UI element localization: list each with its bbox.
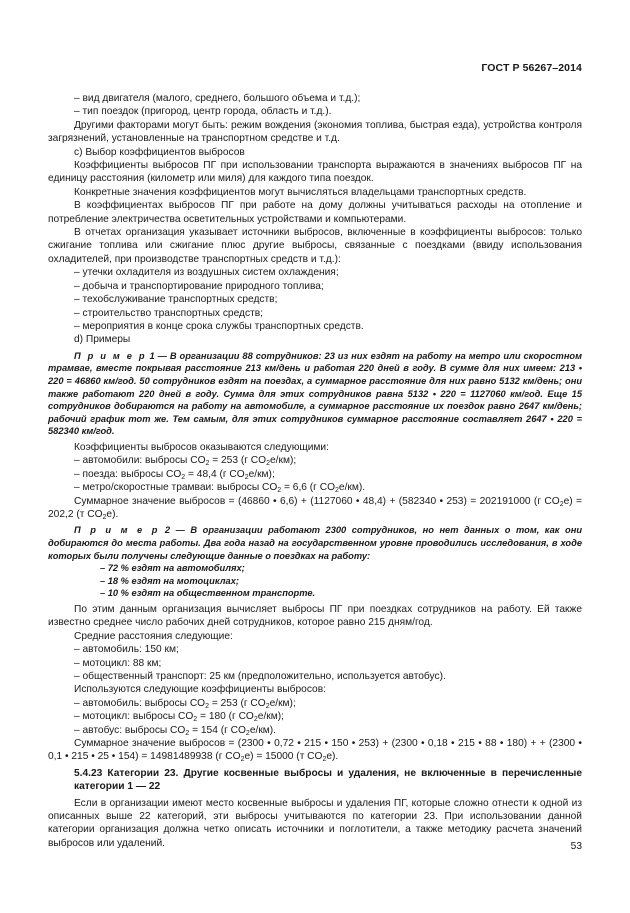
paragraph: Если в организации имеют место косвенные выбросы и удаления ПГ, которые сложно отнести к одной из описанных выше 22 категорий, эти выбросы учитываются по категории 23. При использовании данной категории организация должна четко описать источники и поглотители, а также методику расчета значений выбросов или удалений. (48, 797, 582, 849)
formula-line: – поезда: выбросы CO2 = 48,4 (г CO2e/км); (74, 468, 275, 481)
list-item: – тип поездок (пригород, центр города, область и т.д.). (74, 106, 332, 118)
paragraph: Средние расстояния следующие: (74, 630, 233, 642)
formula-line: – автомобиль: выбросы CO2 = 253 (г CO2e/км); (74, 697, 296, 710)
list-item: – мотоцикл: 88 км; (74, 657, 162, 669)
paragraph: Конкретные значения коэффициентов могут вычисляться владельцами транспортных средств. (74, 186, 527, 198)
formula-line: – автобус: выбросы CO2 = 154 (г CO2e/км). (74, 724, 277, 737)
example-2 (48, 524, 582, 562)
formula-line: – метро/скоростные трамваи: выбросы CO2 = 6,6 (г CO2e/км). (74, 482, 366, 495)
list-item: – мероприятия в конце срока службы транспортных средств. (74, 320, 364, 332)
paragraph: В коэффициентах выбросов ПГ при работе на дому должны учитываться расходы на отопление и потребление электричества осветительных устройствами и компьютерами. (48, 200, 582, 225)
formula-line: – мотоцикл: выбросы CO2 = 180 (г CO2e/км); (74, 711, 284, 724)
paragraph: В отчетах организация указывает источники выбросов, включенные в коэффициенты выбросов: только сжигание топлива или сжигание плюс другие выбросы, связанные с поездками (ввиду использования охладителей, при производстве транспортных средств и т.д.): (48, 227, 582, 265)
page-number: 53 (570, 841, 582, 852)
example-item: – 18 % ездят на мотоциклах; (100, 575, 239, 586)
example-item: – 72 % ездят на автомобилях; (100, 563, 245, 574)
paragraph: Коэффициенты выбросов оказываются следующими: (74, 441, 329, 453)
example-1 (48, 350, 582, 438)
list-item: – утечки охладителя из воздушных систем охлаждения; (74, 267, 339, 279)
formula-line: Суммарное значение выбросов = (46860 • 6,6) + (1127060 • 48,4) + (582340 • 253) = 202191000 (г CO2e) = 202,2 (т CO2e). (48, 495, 582, 521)
list-item: – общественный транспорт: 25 км (предположительно, используется автобус). (74, 670, 446, 682)
example-label: П р и м е р (74, 350, 147, 361)
paragraph: По этим данным организация вычисляет выбросы ПГ при поездках сотрудников на работу. Ей также известно среднее число рабочих дней сотрудников, которое равно 215 дням/год. (48, 603, 582, 629)
section-heading: 5.4.23 Категории 23. Другие косвенные выбросы и удаления, не включенные в перечисленные категории 1 — 22 (74, 767, 582, 793)
paragraph: Используются следующие коэффициенты выбросов: (74, 684, 326, 696)
formula-line: – автомобили: выбросы CO2 = 253 (г CO2e/км); (74, 455, 297, 468)
example-text: 1 — В организации 88 сотрудников: 23 из них ездят на работу на метро или скоростном трамвае, вместе покрывая расстояние 213 км/день и работая 220 дней в году. В сумме для них имеем: 213 • 220 = 46860 км/год. 50 сотрудников ездят на поездах, а суммарное расстояние для них равно 5132 км/день; они также работают 220 дней в году. Сумма для этих сотрудников равна 5132 • 220 = 1127060 км/год. Еще 15 сотрудников добираются на работу на автомобиле, а суммарное расстояние их поездок равно 2647 км/день; рабочий график тот же. Тем самым, для этих сотрудников суммарное расстояние составляет 2647 • 220 = 582340 км/год. (48, 350, 582, 437)
example-item: – 10 % ездят на общественном транспорте. (100, 588, 316, 599)
list-item: – техобслуживание транспортных средств; (74, 294, 278, 306)
subsection-title: d) Примеры (74, 334, 131, 346)
standard-header: ГОСТ Р 56267–2014 (481, 62, 582, 74)
list-item: – строительство транспортных средств; (74, 307, 263, 319)
paragraph: Другими факторами могут быть: режим вождения (экономия топлива, быстрая езда), устройства контроля загрязнений, установленные на транспортном средстве и т.д. (48, 119, 582, 145)
list-item: – добыча и транспортирование природного топлива; (74, 280, 324, 292)
formula-line: Суммарное значение выбросов = (2300 • 0,72 • 215 • 150 • 253) + (2300 • 0,18 • 215 • 88 • 180) + + (2300 • 0,1 • 215 • 25 • 154) = 14981489938 (г CO2e) = 15000 (т CO2e). (48, 737, 582, 764)
paragraph: Коэффициенты выбросов ПГ при использовании транспорта выражаются в значениях выбросов ПГ на единицу расстояния (километр или миля) для каждого типа поездок. (48, 160, 582, 185)
example-label: П р и м е р (74, 525, 160, 536)
subsection-title: c) Выбор коэффициентов выбросов (74, 146, 245, 158)
list-item: – автомобиль: 150 км; (74, 644, 179, 656)
example-text: 2 — В организации работают 2300 сотрудников, но нет данных о том, как они добираются до места работы. Два года назад на государственном уровне проводились исследования, в ходе которых были получены следующие данные о поездках на работу: (48, 525, 582, 561)
list-item: – вид двигателя (малого, среднего, большого объема и т.д.); (74, 93, 361, 104)
page-body (48, 92, 582, 850)
